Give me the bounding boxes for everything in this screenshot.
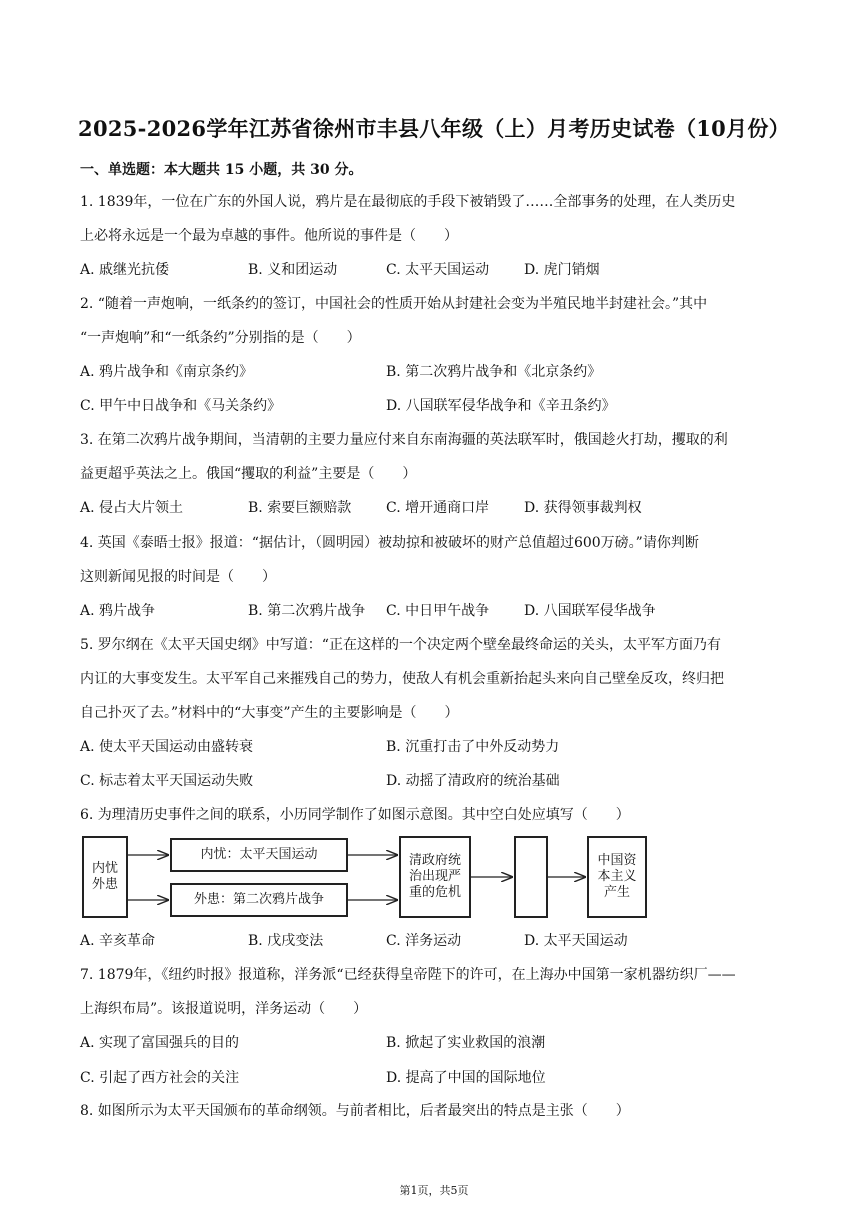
q6-option-a: A. 辛亥革命 <box>80 933 156 949</box>
q5-line-1: 5. 罗尔纲在《太平天国史纲》中写道：“正在这样的一个决定两个壁垒最终命运的关头，太平军方面乃有 <box>80 637 721 653</box>
q8-line-1: 8. 如图所示为太平天国颁布的革命纲领。与前者相比，后者最突出的特点是主张（ ） <box>80 1103 630 1119</box>
q3-option-d: D. 获得领事裁判权 <box>524 500 642 516</box>
q7-option-d: D. 提高了中国的国际地位 <box>386 1070 546 1086</box>
q4-option-c: C. 中日甲午战争 <box>386 603 490 619</box>
diagram-outer-box: 外患：第二次鸦片战争 <box>170 883 348 917</box>
q1-option-d: D. 虎门销烟 <box>524 262 600 278</box>
q5-option-a: A. 使太平天国运动由盛转衰 <box>80 739 254 755</box>
q4-option-d: D. 八国联军侵华战争 <box>524 603 656 619</box>
q3-option-a: A. 侵占大片领土 <box>80 500 184 516</box>
diagram-crisis-box: 清政府统治出现严重的危机 <box>399 836 471 918</box>
q5-line-2: 内讧的大事变发生。太平军自己来摧残自己的势力，使敌人有机会重新抬起头来向自己壁垒反攻，终归把 <box>80 671 724 687</box>
q5-option-d: D. 动摇了清政府的统治基础 <box>386 773 560 789</box>
q5-line-3: 自己扑灭了去。”材料中的“大事变”产生的主要影响是（ ） <box>80 705 459 721</box>
q5-option-b: B. 沉重打击了中外反动势力 <box>386 739 560 755</box>
q2-option-c: C. 甲午中日战争和《马关条约》 <box>80 398 282 414</box>
q2-line-2: “一声炮响”和“一纸条约”分别指的是（ ） <box>80 330 361 346</box>
q6-line-1: 6. 为理清历史事件之间的联系，小历同学制作了如图示意图。其中空白处应填写（ ） <box>80 807 630 823</box>
q7-option-a: A. 实现了富国强兵的目的 <box>80 1035 240 1051</box>
q2-option-b: B. 第二次鸦片战争和《北京条约》 <box>386 364 602 380</box>
q6-option-d: D. 太平天国运动 <box>524 933 628 949</box>
q3-option-b: B. 索要巨额赔款 <box>248 500 352 516</box>
section-heading: 一、单选题：本大题共 15 小题，共 30 分。 <box>80 162 363 178</box>
q4-line-1: 4. 英国《泰晤士报》报道：“据估计，（圆明园）被劫掠和被破坏的财产总值超过600万磅。”请你判断 <box>80 535 699 551</box>
q3-line-1: 3. 在第二次鸦片战争期间，当清朝的主要力量应付来自东南海疆的英法联军时，俄国趁火打劫，攫取的利 <box>80 432 728 448</box>
q1-option-c: C. 太平天国运动 <box>386 262 490 278</box>
diagram-left-box: 内忧外患 <box>82 836 128 918</box>
q7-line-1: 7. 1879年，《纽约时报》报道称，洋务派“已经获得皇帝陛下的许可，在上海办中国第一家机器纺织厂—— <box>80 967 736 983</box>
q4-option-b: B. 第二次鸦片战争 <box>248 603 366 619</box>
q6-option-b: B. 戊戌变法 <box>248 933 324 949</box>
q1-option-b: B. 义和团运动 <box>248 262 338 278</box>
q6-option-c: C. 洋务运动 <box>386 933 462 949</box>
q4-line-2: 这则新闻见报的时间是（ ） <box>80 569 276 585</box>
page-footer: 第1页，共5页 <box>399 1184 469 1197</box>
diagram-result-box: 中国资本主义产生 <box>587 836 647 918</box>
q7-line-2: 上海织布局”。该报道说明，洋务运动（ ） <box>80 1001 368 1017</box>
q1-option-a: A. 戚继光抗倭 <box>80 262 170 278</box>
q1-line-1: 1. 1839年，一位在广东的外国人说，鸦片是在最彻底的手段下被销毁了……全部事务的处理，在人类历史 <box>80 194 736 210</box>
q4-option-a: A. 鸦片战争 <box>80 603 156 619</box>
page-title: 2025-2026学年江苏省徐州市丰县八年级（上）月考历史试卷（10月份） <box>78 116 790 141</box>
diagram-inner-box: 内忧：太平天国运动 <box>170 838 348 872</box>
q2-option-a: A. 鸦片战争和《南京条约》 <box>80 364 254 380</box>
q7-option-b: B. 掀起了实业救国的浪潮 <box>386 1035 546 1051</box>
q1-line-2: 上必将永远是一个最为卓越的事件。他所说的事件是（ ） <box>80 228 458 244</box>
q3-line-2: 益更超乎英法之上。俄国“攫取的利益”主要是（ ） <box>80 466 417 482</box>
q5-option-c: C. 标志着太平天国运动失败 <box>80 773 254 789</box>
q7-option-c: C. 引起了西方社会的关注 <box>80 1070 240 1086</box>
q3-option-c: C. 增开通商口岸 <box>386 500 490 516</box>
q2-line-1: 2. “随着一声炮响，一纸条约的签订，中国社会的性质开始从封建社会变为半殖民地半封建社会。”其中 <box>80 296 708 312</box>
q2-option-d: D. 八国联军侵华战争和《辛丑条约》 <box>386 398 616 414</box>
